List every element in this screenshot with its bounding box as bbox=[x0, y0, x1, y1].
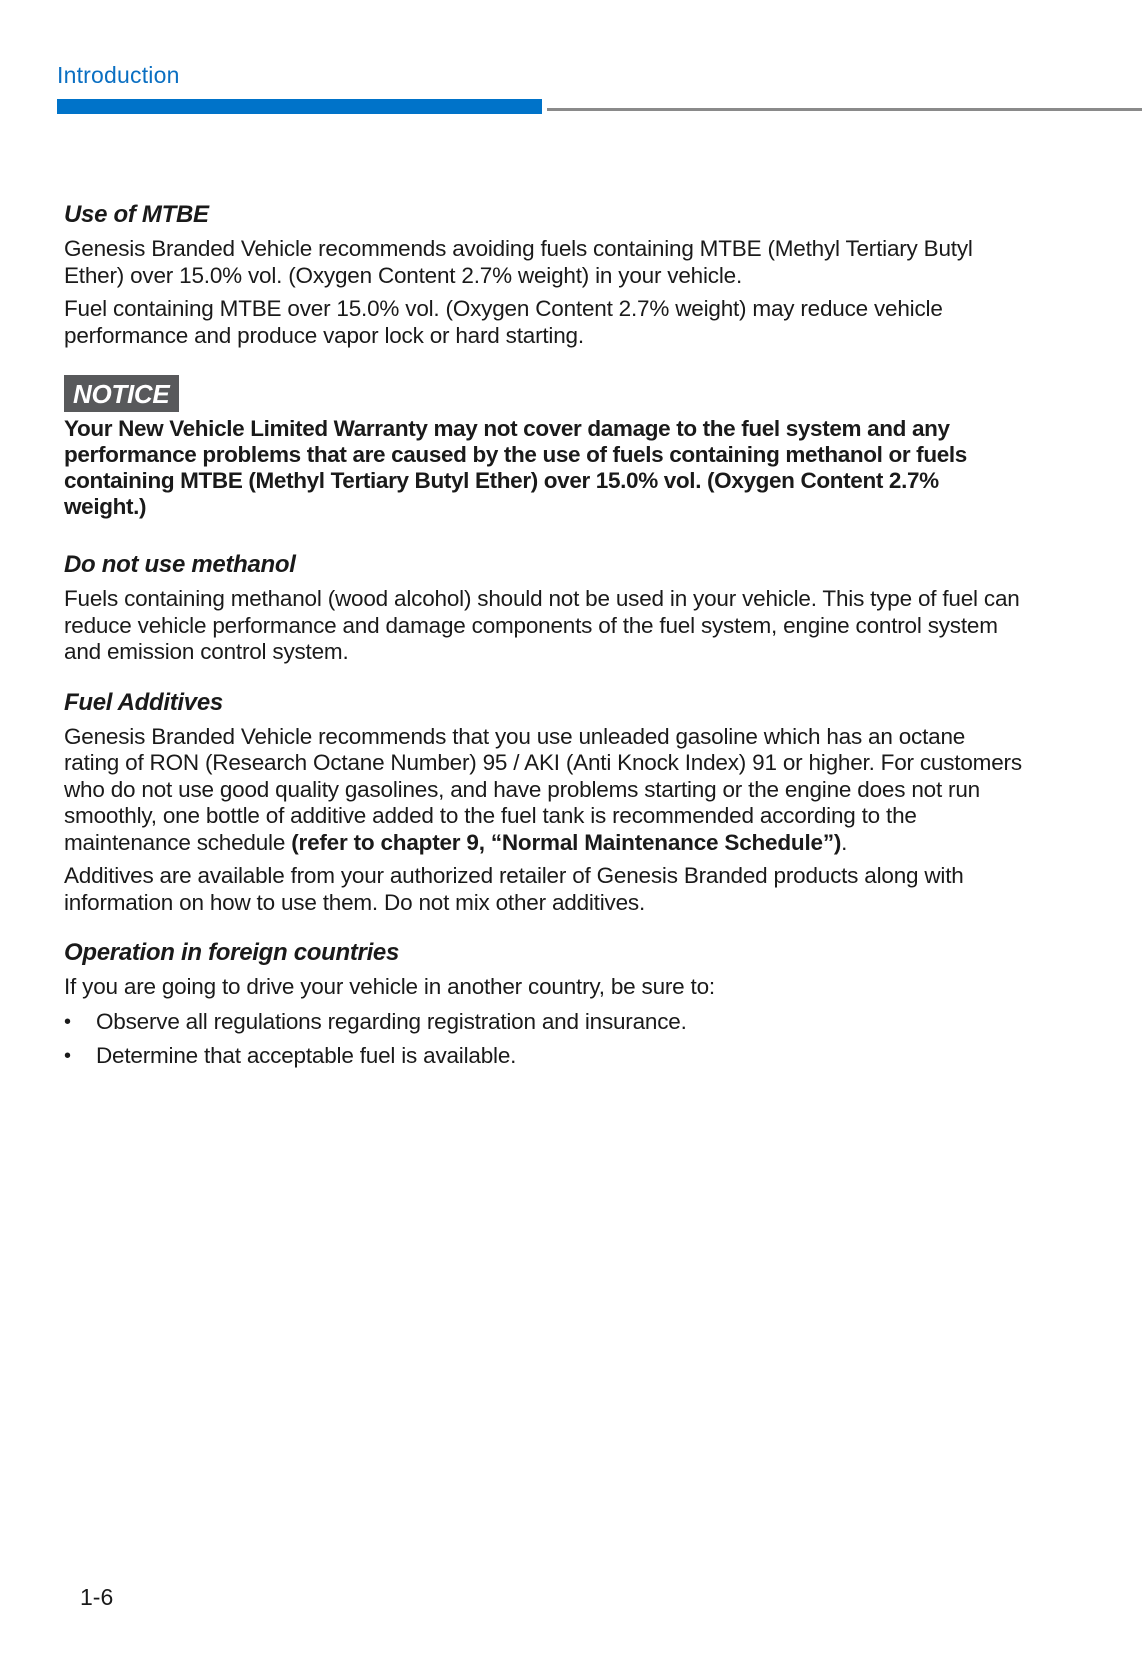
section-title-fuel-additives: Fuel Additives bbox=[64, 688, 223, 716]
chapter-title: Introduction bbox=[57, 62, 180, 88]
bullet-icon: • bbox=[64, 1010, 71, 1033]
header-accent-bar bbox=[57, 99, 542, 114]
section-mtbe bbox=[64, 200, 1024, 349]
list-item bbox=[64, 1009, 1024, 1036]
header-rule bbox=[547, 108, 1142, 111]
list-item bbox=[64, 1043, 1024, 1070]
additives-paragraph-1 bbox=[64, 724, 1024, 857]
additives-paragraph-2: Additives are available from your authorized retailer of Genesis Branded products along with information on how to use them. Do not mix other additives. bbox=[64, 863, 964, 915]
notice-text: Your New Vehicle Limited Warranty may not cover damage to the fuel system and any performance problems that are caused by the use of fuels containing methanol or fuels containing MTBE (Methyl Tertiary Butyl Ether) over 15.0% vol. (Oxygen Content 2.7% weight.) bbox=[64, 416, 967, 519]
page-number: 1-6 bbox=[80, 1584, 114, 1610]
bullet-icon: • bbox=[64, 1045, 71, 1067]
page-content bbox=[64, 200, 1024, 1094]
foreign-intro: If you are going to drive your vehicle in another country, be sure to: bbox=[64, 974, 715, 999]
mtbe-paragraph-2: Fuel containing MTBE over 15.0% vol. (Oxygen Content 2.7% weight) may reduce vehicle performance and produce vapor lock or hard starting. bbox=[64, 296, 943, 348]
section-title-mtbe: Use of MTBE bbox=[64, 201, 209, 228]
bullet-text: Determine that acceptable fuel is available. bbox=[96, 1043, 517, 1068]
section-title-methanol: Do not use methanol bbox=[64, 551, 296, 578]
section-title-foreign-countries: Operation in foreign countries bbox=[64, 939, 400, 966]
notice-box bbox=[64, 369, 1024, 520]
section-fuel-additives bbox=[64, 688, 1024, 917]
bullet-text: Observe all regulations regarding registration and insurance. bbox=[96, 1008, 687, 1034]
mtbe-paragraph-1: Genesis Branded Vehicle recommends avoiding fuels containing MTBE (Methyl Tertiary Butyl Ether) over 15.0% vol. (Oxygen Content 2.7% weight) in your vehicle. bbox=[64, 236, 973, 288]
section-methanol bbox=[64, 550, 1024, 666]
section-foreign-countries bbox=[64, 938, 1024, 1070]
additives-paragraph-1-text: Genesis Branded Vehicle recommends that you use unleaded gasoline which has an octane rating of RON (Research Octane Number) 95 / AKI (Anti Knock Index) 91 or higher. For customers who do not use good quality gasolines, and have problems starting or the engine does not run smoothly, one bottle of additive added to the fuel tank is recommended according to the maintenance schedule bbox=[64, 723, 1022, 855]
maintenance-schedule-reference: (refer to chapter 9, “Normal Maintenance Schedule”) bbox=[291, 829, 842, 855]
notice-badge: NOTICE bbox=[64, 375, 179, 412]
additives-paragraph-1-end: . bbox=[841, 829, 848, 855]
foreign-bullet-list bbox=[64, 1009, 1024, 1070]
methanol-paragraph: Fuels containing methanol (wood alcohol) should not be used in your vehicle. This type of fuel can reduce vehicle performance and damage components of the fuel system, engine control system and emission control system. bbox=[64, 586, 1020, 664]
